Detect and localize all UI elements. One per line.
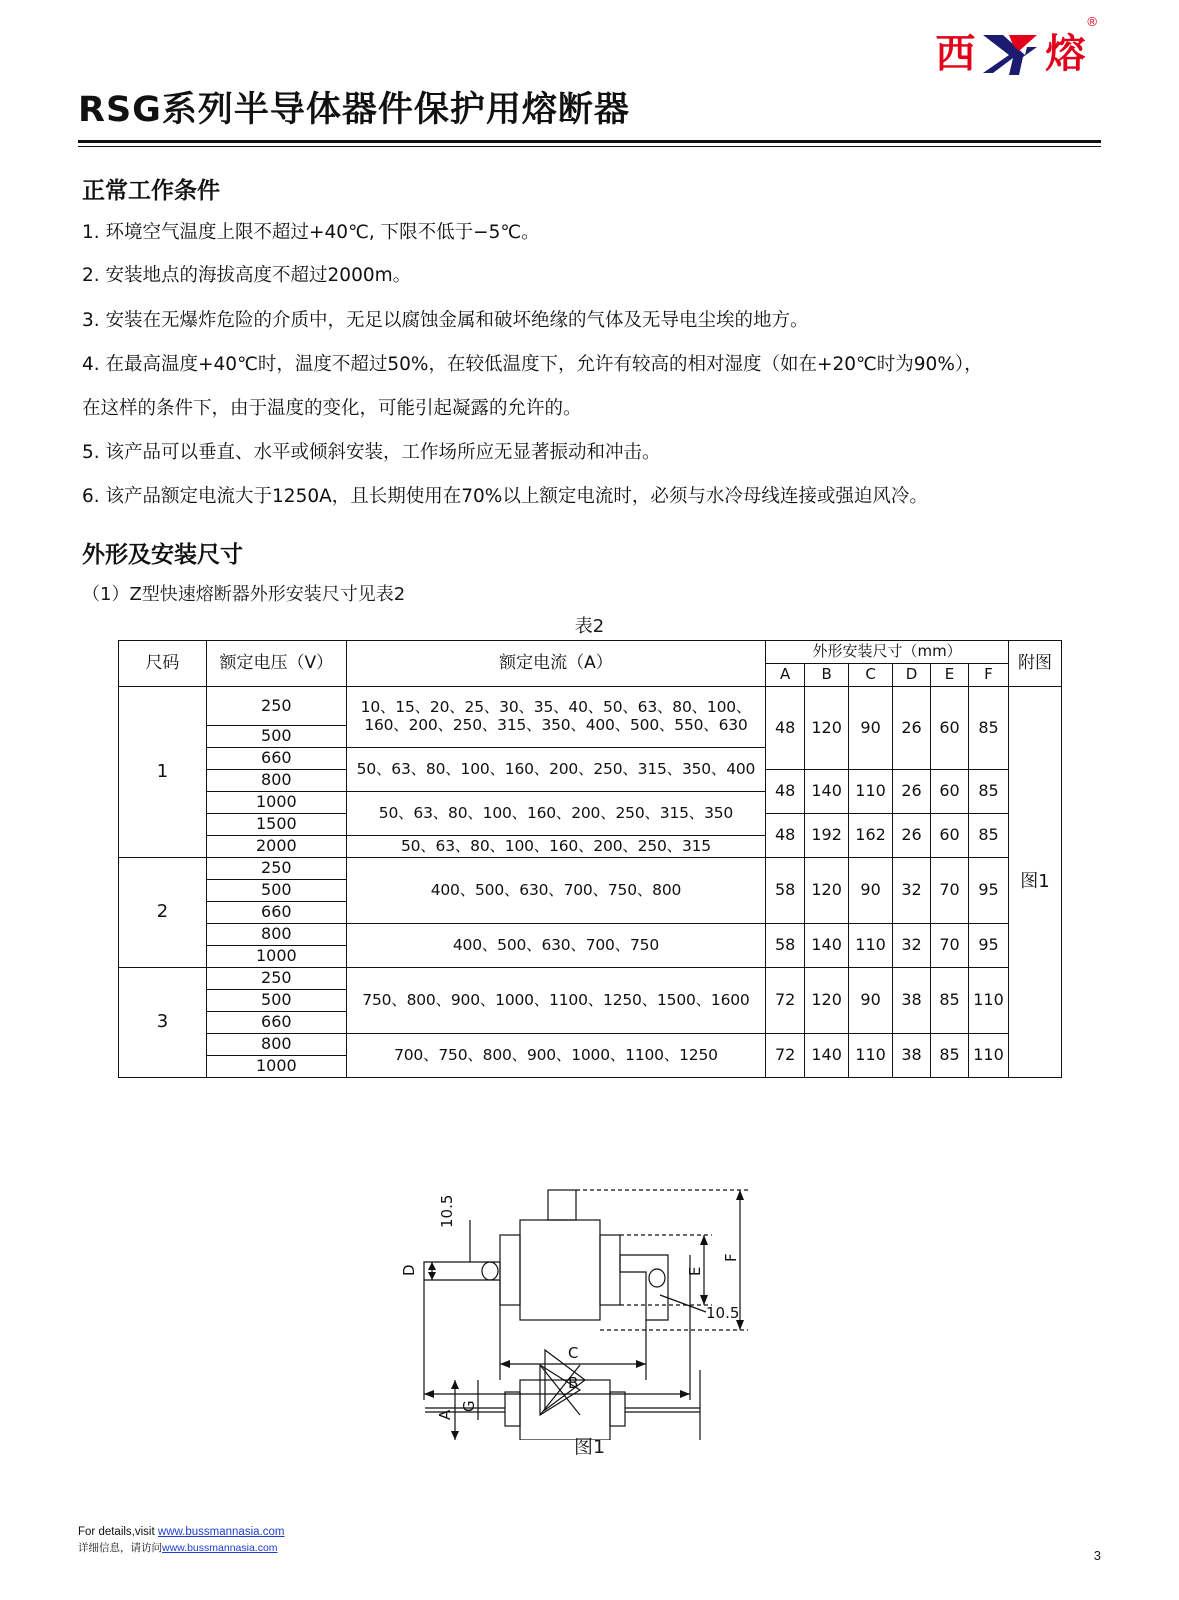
cell-dim-e: 85	[931, 968, 969, 1034]
dim-label-f: F	[722, 1253, 740, 1262]
cell-dim-e: 60	[931, 687, 969, 770]
cell-size-1: 1	[119, 687, 207, 858]
cell-size-3: 3	[119, 968, 207, 1078]
cell-voltage: 250	[206, 687, 346, 726]
cell-dim-c: 90	[849, 968, 893, 1034]
cell-dim-a: 58	[766, 924, 805, 968]
cell-dim-f: 110	[969, 968, 1009, 1034]
table-row	[119, 1034, 1062, 1056]
cell-dim-a: 72	[766, 1034, 805, 1078]
cell-dim-c: 110	[849, 770, 893, 814]
cell-dim-e: 60	[931, 814, 969, 858]
cell-dim-a: 48	[766, 687, 805, 770]
th-dim-f: F	[969, 664, 1009, 687]
logo-left-char: 西	[935, 31, 976, 77]
cell-dim-d: 32	[893, 858, 931, 924]
current-line-1: 10、15、20、25、30、35、40、50、63、80、100、	[360, 698, 752, 717]
cell-size-2: 2	[119, 858, 207, 968]
cell-dim-d: 38	[893, 1034, 931, 1078]
cell-current	[346, 687, 765, 748]
cell-dim-e: 70	[931, 858, 969, 924]
cell-current: 50、63、80、100、160、200、250、315	[346, 836, 765, 858]
cell-dim-f: 95	[969, 858, 1009, 924]
cell-dim-b: 192	[805, 814, 849, 858]
condition-item-2: 2. 安装地点的海拔高度不超过2000m。	[82, 265, 412, 286]
section-heading-dimensions: 外形及安装尺寸	[82, 542, 243, 568]
cell-dim-d: 26	[893, 814, 931, 858]
registered-mark: ®	[1087, 14, 1097, 29]
page-number: 3	[1093, 1548, 1101, 1563]
cell-dim-d: 26	[893, 770, 931, 814]
dim-label-a: A	[436, 1409, 454, 1420]
cell-dim-b: 120	[805, 968, 849, 1034]
cell-current: 50、63、80、100、160、200、250、315、350、400	[346, 748, 765, 792]
th-dim-b: B	[805, 664, 849, 687]
cell-dim-b: 120	[805, 858, 849, 924]
cell-dim-a: 48	[766, 770, 805, 814]
footer-cn-prefix: 详细信息，请访问	[78, 1542, 162, 1555]
spec-table	[118, 640, 1062, 1078]
current-line-2: 160、200、250、315、350、400、500、550、630	[364, 716, 748, 734]
th-dim-c: C	[849, 664, 893, 687]
table-header-row-1	[119, 641, 1062, 664]
cell-dim-c: 90	[849, 687, 893, 770]
table-reference-note: （1）Z型快速熔断器外形安装尺寸见表2	[82, 584, 406, 605]
cell-dim-e: 85	[931, 1034, 969, 1078]
figure-caption: 图1	[573, 1436, 606, 1458]
cell-current: 50、63、80、100、160、200、250、315、350	[346, 792, 765, 836]
cell-dim-d: 38	[893, 968, 931, 1034]
cell-current: 400、500、630、700、750、800	[346, 858, 765, 924]
cell-current: 750、800、900、1000、1100、1250、1500、1600	[346, 968, 765, 1034]
condition-item-3: 3. 安装在无爆炸危险的介质中，无足以腐蚀金属和破坏绝缘的气体及无导电尘埃的地方。	[82, 310, 809, 331]
th-dim-e: E	[931, 664, 969, 687]
cell-dim-c: 110	[849, 1034, 893, 1078]
cell-voltage: 250	[206, 968, 346, 990]
cell-dim-b: 140	[805, 1034, 849, 1078]
cell-voltage: 1000	[206, 1056, 346, 1078]
footer-line-en	[78, 1524, 284, 1541]
cell-dim-f: 85	[969, 687, 1009, 770]
cell-voltage: 500	[206, 880, 346, 902]
cell-voltage: 1000	[206, 946, 346, 968]
condition-item-1: 1. 环境空气温度上限不超过+40℃, 下限不低于−5℃。	[82, 222, 540, 243]
dim-label-10-5-top: 10.5	[438, 1194, 456, 1228]
cell-voltage: 800	[206, 1034, 346, 1056]
cell-current: 400、500、630、700、750	[346, 924, 765, 968]
cell-dim-f: 95	[969, 924, 1009, 968]
cell-dim-a: 58	[766, 858, 805, 924]
dim-label-c: C	[568, 1344, 579, 1362]
cell-dim-c: 90	[849, 858, 893, 924]
th-dim-a: A	[766, 664, 805, 687]
th-voltage: 额定电压（V）	[206, 641, 346, 687]
dim-label-d: D	[400, 1264, 418, 1276]
cell-dim-d: 32	[893, 924, 931, 968]
cell-voltage: 800	[206, 924, 346, 946]
cell-dim-b: 140	[805, 924, 849, 968]
dim-label-b: B	[568, 1374, 579, 1392]
brand-logo	[935, 14, 1097, 82]
cell-dim-f: 85	[969, 814, 1009, 858]
xr-logo-mark-icon	[979, 31, 1041, 77]
cell-dim-f: 110	[969, 1034, 1009, 1078]
cell-dim-b: 120	[805, 687, 849, 770]
cell-voltage: 500	[206, 990, 346, 1012]
footer	[78, 1524, 284, 1557]
cell-voltage: 500	[206, 726, 346, 748]
page-title: RSG系列半导体器件保护用熔断器	[78, 90, 630, 130]
technical-drawing	[0, 1080, 1179, 1445]
cell-voltage: 660	[206, 902, 346, 924]
cell-dim-e: 60	[931, 770, 969, 814]
cell-dim-d: 26	[893, 687, 931, 770]
dim-label-e: E	[686, 1266, 704, 1276]
cell-dim-e: 70	[931, 924, 969, 968]
cell-figure-ref: 图1	[1008, 687, 1061, 1078]
th-current: 额定电流（A）	[346, 641, 765, 687]
table-row	[119, 858, 1062, 880]
cell-dim-a: 72	[766, 968, 805, 1034]
footer-en-prefix: For details,visit	[78, 1526, 158, 1538]
footer-link-en[interactable]: www.bussmannasia.com	[157, 1526, 285, 1538]
th-dim-d: D	[893, 664, 931, 687]
th-size: 尺码	[119, 641, 207, 687]
cell-voltage: 1000	[206, 792, 346, 814]
condition-item-5: 5. 该产品可以垂直、水平或倾斜安装，工作场所应无显著振动和冲击。	[82, 442, 661, 463]
footer-line-cn	[78, 1541, 284, 1557]
cell-voltage: 1500	[206, 814, 346, 836]
dim-label-10-5-right: 10.5	[706, 1304, 740, 1322]
section-heading-conditions: 正常工作条件	[82, 178, 220, 204]
cell-voltage: 2000	[206, 836, 346, 858]
table-row	[119, 924, 1062, 946]
cell-dim-c: 110	[849, 924, 893, 968]
cell-voltage: 800	[206, 770, 346, 792]
dim-label-g: G	[460, 1400, 478, 1412]
condition-item-4: 4. 在最高温度+40℃时，温度不超过50%，在较低温度下，允许有较高的相对湿度（如在+20℃时为90%），	[82, 354, 983, 375]
cell-dim-c: 162	[849, 814, 893, 858]
th-figure: 附图	[1008, 641, 1061, 687]
spec-table-wrapper	[118, 640, 1062, 1078]
table-row	[119, 968, 1062, 990]
condition-item-6: 6. 该产品额定电流大于1250A，且长期使用在70%以上额定电流时，必须与水冷母线连接或强迫风冷。	[82, 486, 928, 507]
cell-voltage: 250	[206, 858, 346, 880]
cell-dim-a: 48	[766, 814, 805, 858]
condition-item-4-cont: 在这样的条件下，由于温度的变化，可能引起凝露的允许的。	[82, 398, 582, 419]
cell-voltage: 660	[206, 1012, 346, 1034]
logo-right-char: 熔	[1045, 31, 1086, 77]
title-divider	[78, 140, 1101, 147]
cell-dim-f: 85	[969, 770, 1009, 814]
footer-link-cn[interactable]: www.bussmannasia.com	[162, 1542, 278, 1555]
table-row	[119, 687, 1062, 726]
cell-dim-b: 140	[805, 770, 849, 814]
cell-voltage: 660	[206, 748, 346, 770]
th-dims-group: 外形安装尺寸（mm）	[766, 641, 1009, 664]
cell-current: 700、750、800、900、1000、1100、1250	[346, 1034, 765, 1078]
table-caption: 表2	[574, 616, 605, 637]
